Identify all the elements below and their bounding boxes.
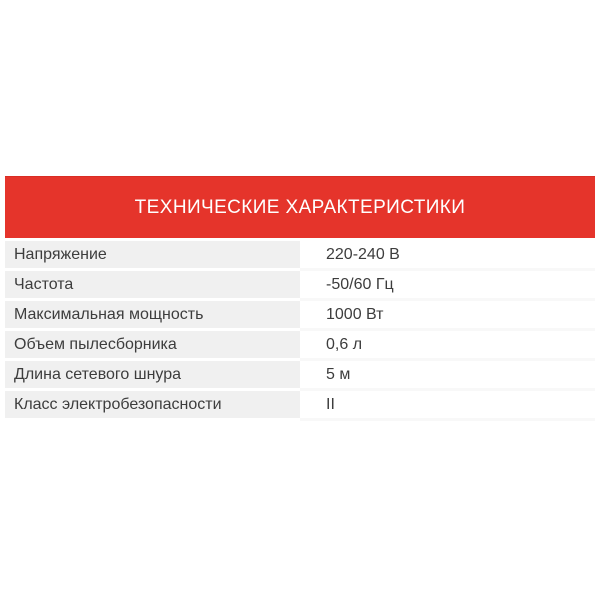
spec-value-cell	[300, 391, 595, 421]
spec-table-header	[5, 176, 595, 238]
spec-label-cell	[5, 331, 300, 361]
spec-value-cell	[300, 241, 595, 271]
spec-label: Объем пылесборника	[14, 335, 177, 353]
spec-value-cell	[300, 271, 595, 301]
spec-row	[5, 301, 595, 331]
spec-label: Максимальная мощность	[14, 305, 204, 323]
spec-label-cell	[5, 361, 300, 391]
spec-value-cell	[300, 361, 595, 391]
spec-table-title: ТЕХНИЧЕСКИЕ ХАРАКТЕРИСТИКИ	[134, 196, 466, 218]
spec-row	[5, 241, 595, 271]
spec-label: Напряжение	[14, 245, 107, 263]
spec-value-cell	[300, 331, 595, 361]
spec-table	[5, 241, 595, 421]
spec-value: 1000 Вт	[326, 305, 384, 323]
spec-value: 5 м	[326, 365, 351, 383]
spec-label-cell	[5, 301, 300, 331]
spec-value-cell	[300, 301, 595, 331]
spec-row	[5, 361, 595, 391]
spec-row	[5, 271, 595, 301]
spec-label: Частота	[14, 275, 74, 293]
spec-value: 220-240 В	[326, 245, 400, 263]
spec-row	[5, 331, 595, 361]
spec-label-cell	[5, 271, 300, 301]
spec-value: 0,6 л	[326, 335, 363, 353]
spec-label-cell	[5, 391, 300, 421]
spec-row	[5, 391, 595, 421]
spec-label-cell	[5, 241, 300, 271]
spec-value: -50/60 Гц	[326, 275, 394, 293]
spec-label: Класс электробезопасности	[14, 395, 222, 413]
spec-value: II	[326, 395, 335, 413]
spec-panel	[5, 176, 595, 421]
spec-label: Длина сетевого шнура	[14, 365, 182, 383]
